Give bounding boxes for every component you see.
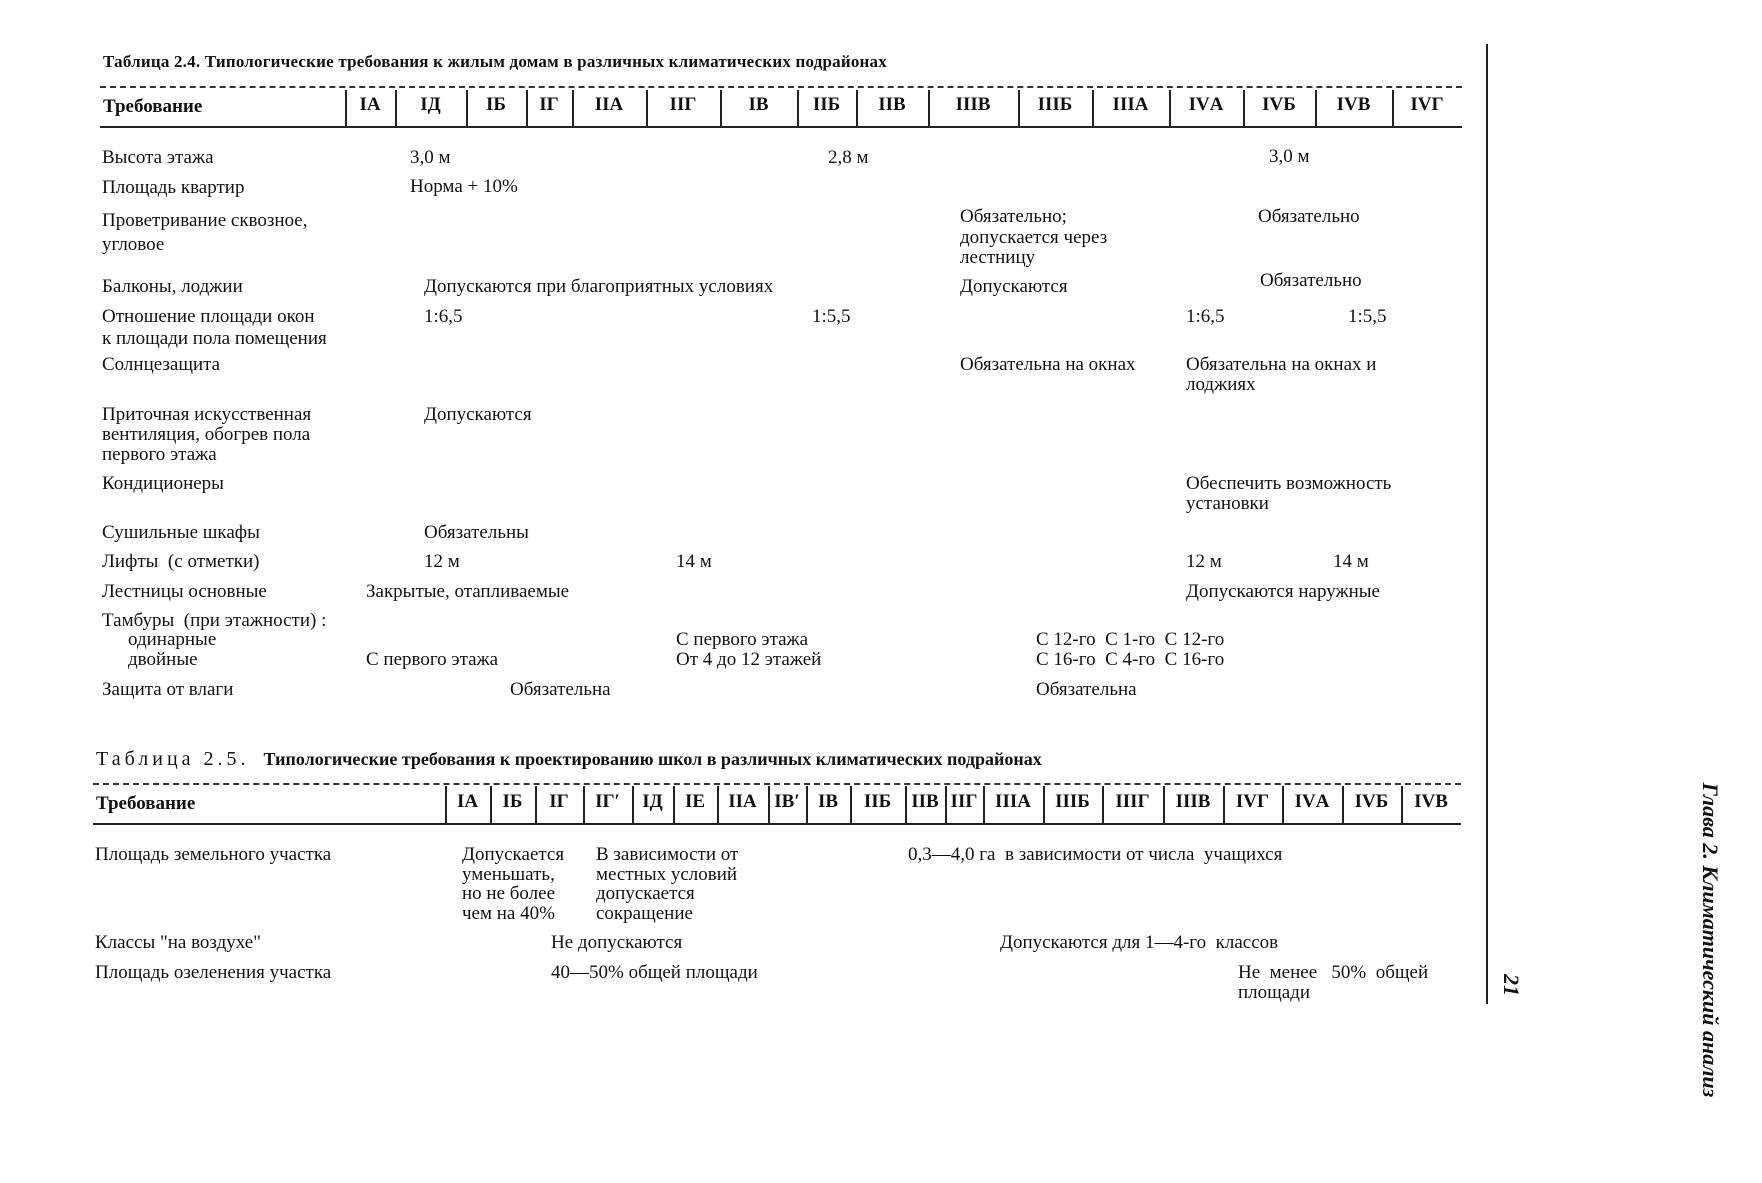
cell-value: Обязательно; [960,206,1067,227]
row-label-vestibules-double: двойные [128,649,198,670]
row-label-ventilation-2: угловое [102,234,165,255]
cell-value: С 12-го С 1-го С 12-го [1036,629,1225,650]
col-header: IIIБ [1037,94,1073,115]
col-header: IVВ [1414,791,1448,812]
row-label-vestibules-single: одинарные [128,629,217,650]
row-label-apartment-area: Площадь квартир [102,177,245,198]
col-header: IVБ [1354,791,1389,812]
col-header: IIIГ [1115,791,1150,812]
cell-value: Закрытые, отапливаемые [366,581,570,602]
cell-value: Обязательно [1258,206,1360,227]
cell-value: но не более [462,883,556,904]
col-header: IВ′ [774,791,800,812]
table-2-5-caption [96,748,1042,771]
col-header: IVА [1294,791,1330,812]
col-header: IVГ [1410,94,1444,115]
table-2-5-header-rule [93,823,1461,825]
cell-value: 3,0 м [410,147,451,168]
col-header: IIВ [878,94,906,115]
col-header: IIБ [863,791,892,812]
cell-value: Допускаются [424,404,532,425]
cell-value: С первого этажа [366,649,499,670]
cell-value: сокращение [596,903,693,924]
cell-value: 40—50% общей площади [551,962,758,983]
col-header: IIIА [995,791,1031,812]
cell-value: 1:5,5 [812,306,851,327]
cell-value: установки [1186,493,1269,514]
cell-value: Обязательна [510,679,611,700]
cell-value: 2,8 м [828,147,869,168]
cell-value: допускается через [960,227,1108,248]
row-label-supply-ventilation-2: вентиляция, обогрев пола [102,424,311,445]
col-header: IIА [728,791,757,812]
cell-value: 3,0 м [1269,146,1310,167]
col-header: IIIВ [1175,791,1211,812]
col-header: IД [642,791,663,812]
cell-value: 0,3—4,0 га в зависимости от числа учащихся [908,844,1283,865]
col-header: IЕ [684,791,706,812]
cell-value: С первого этажа [676,629,809,650]
col-header: IIБ [812,94,841,115]
table-2-5-top-rule [93,783,1461,785]
col-header: IД [420,94,441,115]
cell-value: 1:5,5 [1348,306,1387,327]
row-label-sun-protection: Солнцезащита [102,354,221,375]
cell-value: лестницу [960,247,1036,268]
cell-value: С 16-го С 4-го С 16-го [1036,649,1225,670]
col-header: IIГ [669,94,697,115]
cell-value: 14 м [1333,551,1369,572]
cell-value: 12 м [1186,551,1222,572]
cell-value: Не менее 50% общей [1238,962,1429,983]
row-label-ventilation: Проветривание сквозное, [102,210,308,231]
cell-value: лоджиях [1186,374,1256,395]
col-header: IГ [539,94,559,115]
col-header: IБ [502,791,523,812]
table-2-4-header-rule [100,126,1462,128]
cell-value: местных условий [596,864,738,885]
table-2-5-caption-title: Типологические требования к проектированию школ в различных климатических подрайонах [263,749,1042,769]
cell-value: Обязательна на окнах и [1186,354,1377,375]
cell-value: Обеспечить возможность [1186,473,1392,494]
page-number: 21 [1499,974,1524,996]
table-2-4-caption: Таблица 2.4. Типологические требования к жилым домам в различных климатических подрайонах [103,52,887,71]
cell-value: Норма + 10% [410,176,518,197]
running-head-title: Глава 2. Климатический анализ [1698,782,1723,1098]
cell-value: Обязательна на окнах [960,354,1136,375]
row-label-drying-cabinets: Сушильные шкафы [102,522,260,543]
cell-value: Допускаются [960,276,1068,297]
cell-value: Допускаются наружные [1186,581,1380,602]
cell-value: В зависимости от [596,844,739,865]
cell-value: Допускаются при благоприятных условиях [424,276,774,297]
col-header: IIВ [911,791,939,812]
running-head [1690,740,1730,1140]
col-header: IIIБ [1055,791,1090,812]
col-header: IIIА [1112,94,1149,115]
cell-value: 1:6,5 [424,306,463,327]
cell-value: 14 м [676,551,712,572]
row-label-greening: Площадь озеленения участка [95,962,332,983]
cell-value: чем на 40% [462,903,555,924]
col-header: IВ [748,94,769,115]
col-header: IVБ [1262,94,1296,115]
cell-value: Обязательна [1036,679,1137,700]
col-header: IIIВ [955,94,991,115]
col-header: IВ [817,791,839,812]
cell-value: Обязательны [424,522,529,543]
cell-value: площади [1238,982,1311,1003]
cell-value: Допускается [462,844,565,865]
cell-value: уменьшать, [462,864,555,885]
row-label-window-ratio: Отношение площади окон [102,306,315,327]
cell-value: Не допускаются [551,932,683,953]
cell-value: От 4 до 12 этажей [676,649,822,670]
col-header: IГ′ [595,791,620,812]
cell-value: 12 м [424,551,460,572]
col-header: IА [359,94,381,115]
row-label-supply-ventilation-3: первого этажа [102,444,217,465]
col-header: IVГ [1235,791,1270,812]
table-2-5-header-requirement: Требование [96,793,196,814]
row-label-outdoor-classes: Классы "на воздухе" [95,932,261,953]
row-label-balconies: Балконы, лоджии [102,276,243,297]
cell-value: 1:6,5 [1186,306,1225,327]
col-header: IБ [486,94,506,115]
cell-value: Обязательно [1260,270,1362,291]
table-2-4-header-requirement: Требование [103,96,203,117]
cell-value: допускается [596,883,695,904]
row-label-land-area: Площадь земельного участка [95,844,332,865]
col-header: IГ [549,791,569,812]
row-label-floor-height: Высота этажа [102,147,214,168]
cell-value: Допускаются для 1—4-го классов [1000,932,1279,953]
row-label-supply-ventilation: Приточная искусственная [102,404,312,425]
row-label-window-ratio-2: к площади пола помещения [102,328,327,349]
row-label-stairs: Лестницы основные [102,581,267,602]
page-margin-rule [1486,44,1488,1004]
col-header: IIА [594,94,624,115]
col-header: IVА [1188,94,1224,115]
table-2-4-top-rule [100,86,1462,88]
row-label-lifts: Лифты (с отметки) [102,551,260,572]
col-header: IVВ [1336,94,1371,115]
row-label-air-conditioners: Кондиционеры [102,473,224,494]
col-header: IА [456,791,479,812]
table-2-5-caption-prefix: Таблица 2.5. [96,748,250,770]
col-header: IIГ [950,791,978,812]
row-label-moisture: Защита от влаги [102,679,234,700]
row-label-vestibules: Тамбуры (при этажности) : [102,610,327,631]
